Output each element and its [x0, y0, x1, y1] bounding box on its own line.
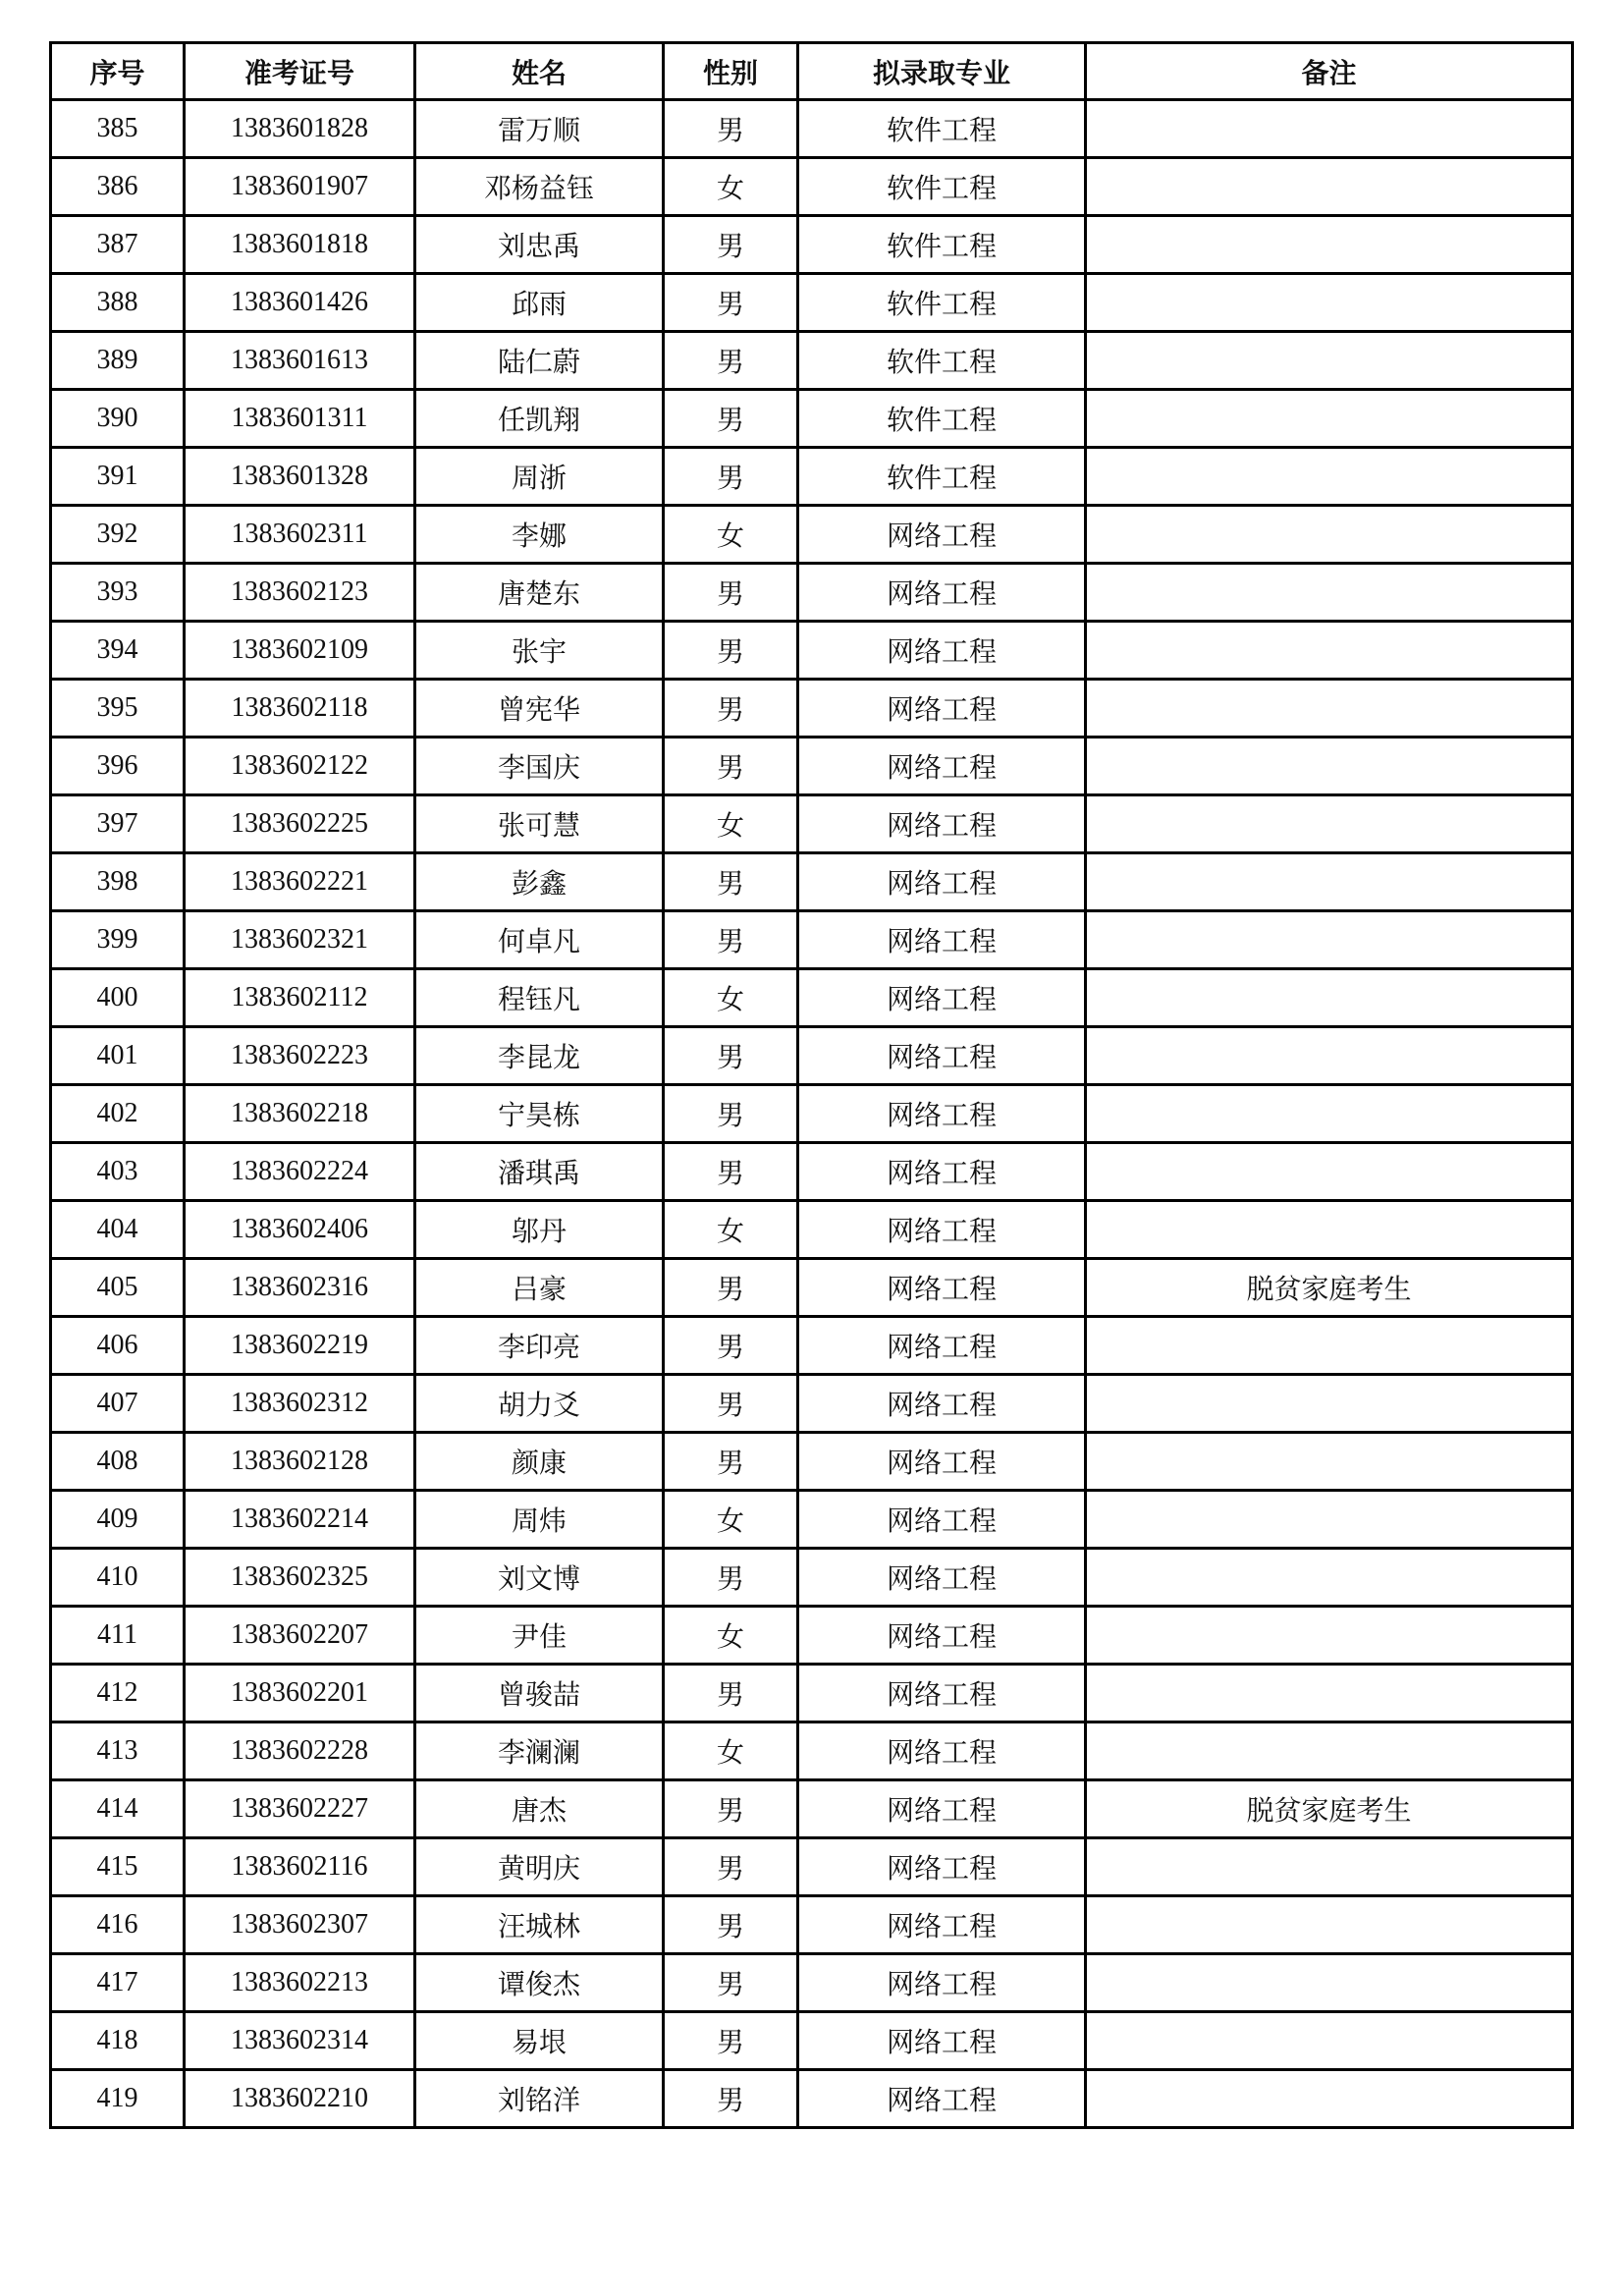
cell-major: 网络工程 [798, 969, 1086, 1027]
table-row [51, 1549, 1573, 1607]
header-remarks: 备注 [1086, 43, 1573, 100]
table-row [51, 274, 1573, 332]
cell-serial-number: 403 [51, 1143, 185, 1201]
cell-name: 曾宪华 [415, 680, 664, 738]
cell-serial-number: 413 [51, 1722, 185, 1780]
cell-exam-id: 1383602207 [185, 1607, 415, 1665]
cell-name: 刘忠禹 [415, 216, 664, 274]
cell-major: 网络工程 [798, 1722, 1086, 1780]
table-row [51, 1143, 1573, 1201]
cell-gender: 男 [664, 911, 798, 969]
cell-exam-id: 1383602118 [185, 680, 415, 738]
cell-remarks [1086, 795, 1573, 853]
table-row [51, 853, 1573, 911]
cell-gender: 男 [664, 1085, 798, 1143]
cell-gender: 男 [664, 100, 798, 158]
cell-exam-id: 1383602218 [185, 1085, 415, 1143]
cell-remarks [1086, 1896, 1573, 1954]
cell-serial-number: 414 [51, 1780, 185, 1838]
cell-gender: 男 [664, 564, 798, 622]
cell-major: 网络工程 [798, 680, 1086, 738]
cell-serial-number: 410 [51, 1549, 185, 1607]
cell-gender: 男 [664, 622, 798, 680]
cell-exam-id: 1383602316 [185, 1259, 415, 1317]
cell-gender: 男 [664, 1954, 798, 2012]
cell-remarks [1086, 1027, 1573, 1085]
cell-exam-id: 1383602221 [185, 853, 415, 911]
cell-remarks [1086, 1491, 1573, 1549]
cell-serial-number: 399 [51, 911, 185, 969]
cell-name: 刘铭洋 [415, 2070, 664, 2128]
cell-gender: 男 [664, 680, 798, 738]
cell-name: 雷万顺 [415, 100, 664, 158]
cell-major: 网络工程 [798, 1491, 1086, 1549]
cell-name: 张宇 [415, 622, 664, 680]
cell-major: 网络工程 [798, 2012, 1086, 2070]
cell-name: 潘琪禹 [415, 1143, 664, 1201]
cell-exam-id: 1383602321 [185, 911, 415, 969]
table-row [51, 506, 1573, 564]
table-row [51, 1317, 1573, 1375]
table-row [51, 1780, 1573, 1838]
cell-serial-number: 391 [51, 448, 185, 506]
table-row [51, 1722, 1573, 1780]
cell-serial-number: 416 [51, 1896, 185, 1954]
cell-serial-number: 407 [51, 1375, 185, 1433]
cell-exam-id: 1383601828 [185, 100, 415, 158]
cell-exam-id: 1383601311 [185, 390, 415, 448]
cell-major: 软件工程 [798, 332, 1086, 390]
cell-remarks [1086, 332, 1573, 390]
cell-name: 邓杨益钰 [415, 158, 664, 216]
cell-major: 软件工程 [798, 390, 1086, 448]
table-row [51, 795, 1573, 853]
cell-serial-number: 419 [51, 2070, 185, 2128]
cell-name: 邬丹 [415, 1201, 664, 1259]
cell-major: 网络工程 [798, 2070, 1086, 2128]
cell-exam-id: 1383602312 [185, 1375, 415, 1433]
cell-major: 软件工程 [798, 216, 1086, 274]
cell-serial-number: 387 [51, 216, 185, 274]
cell-gender: 男 [664, 1896, 798, 1954]
cell-gender: 男 [664, 1665, 798, 1722]
cell-name: 何卓凡 [415, 911, 664, 969]
cell-serial-number: 412 [51, 1665, 185, 1722]
cell-serial-number: 388 [51, 274, 185, 332]
cell-gender: 男 [664, 2012, 798, 2070]
cell-major: 网络工程 [798, 1433, 1086, 1491]
cell-exam-id: 1383602109 [185, 622, 415, 680]
cell-remarks [1086, 680, 1573, 738]
cell-gender: 男 [664, 1838, 798, 1896]
table-row [51, 680, 1573, 738]
cell-exam-id: 1383602122 [185, 738, 415, 795]
cell-name: 李昆龙 [415, 1027, 664, 1085]
cell-major: 网络工程 [798, 1085, 1086, 1143]
cell-major: 网络工程 [798, 1780, 1086, 1838]
cell-exam-id: 1383601328 [185, 448, 415, 506]
cell-serial-number: 402 [51, 1085, 185, 1143]
cell-remarks [1086, 2070, 1573, 2128]
table-row [51, 1665, 1573, 1722]
cell-major: 软件工程 [798, 448, 1086, 506]
cell-name: 程钰凡 [415, 969, 664, 1027]
cell-gender: 男 [664, 1780, 798, 1838]
cell-exam-id: 1383602325 [185, 1549, 415, 1607]
cell-serial-number: 406 [51, 1317, 185, 1375]
cell-exam-id: 1383602311 [185, 506, 415, 564]
cell-remarks [1086, 853, 1573, 911]
cell-major: 网络工程 [798, 1375, 1086, 1433]
cell-major: 网络工程 [798, 622, 1086, 680]
table-row [51, 1607, 1573, 1665]
cell-gender: 女 [664, 795, 798, 853]
cell-gender: 男 [664, 1317, 798, 1375]
table-row [51, 1259, 1573, 1317]
cell-serial-number: 385 [51, 100, 185, 158]
cell-serial-number: 411 [51, 1607, 185, 1665]
cell-serial-number: 401 [51, 1027, 185, 1085]
table-row [51, 1433, 1573, 1491]
cell-exam-id: 1383602128 [185, 1433, 415, 1491]
cell-name: 黄明庆 [415, 1838, 664, 1896]
cell-remarks [1086, 1665, 1573, 1722]
cell-remarks [1086, 622, 1573, 680]
cell-gender: 男 [664, 448, 798, 506]
table-row [51, 2012, 1573, 2070]
cell-remarks [1086, 1143, 1573, 1201]
cell-gender: 女 [664, 506, 798, 564]
cell-remarks [1086, 969, 1573, 1027]
cell-major: 软件工程 [798, 100, 1086, 158]
cell-exam-id: 1383602225 [185, 795, 415, 853]
cell-major: 网络工程 [798, 911, 1086, 969]
table-row [51, 1027, 1573, 1085]
cell-exam-id: 1383601907 [185, 158, 415, 216]
cell-exam-id: 1383602228 [185, 1722, 415, 1780]
cell-exam-id: 1383602112 [185, 969, 415, 1027]
cell-remarks [1086, 506, 1573, 564]
cell-serial-number: 397 [51, 795, 185, 853]
cell-major: 软件工程 [798, 274, 1086, 332]
cell-major: 网络工程 [798, 1665, 1086, 1722]
cell-remarks [1086, 390, 1573, 448]
table-row [51, 1954, 1573, 2012]
cell-major: 网络工程 [798, 1954, 1086, 2012]
cell-gender: 男 [664, 274, 798, 332]
cell-serial-number: 389 [51, 332, 185, 390]
cell-exam-id: 1383602219 [185, 1317, 415, 1375]
cell-remarks [1086, 1433, 1573, 1491]
table-row [51, 911, 1573, 969]
cell-name: 汪城林 [415, 1896, 664, 1954]
cell-major: 网络工程 [798, 1027, 1086, 1085]
cell-gender: 男 [664, 332, 798, 390]
cell-name: 陆仁蔚 [415, 332, 664, 390]
cell-name: 刘文博 [415, 1549, 664, 1607]
cell-serial-number: 386 [51, 158, 185, 216]
cell-remarks [1086, 1549, 1573, 1607]
cell-name: 胡力爻 [415, 1375, 664, 1433]
table-row [51, 564, 1573, 622]
cell-name: 颜康 [415, 1433, 664, 1491]
cell-serial-number: 396 [51, 738, 185, 795]
cell-remarks [1086, 274, 1573, 332]
header-gender: 性别 [664, 43, 798, 100]
cell-name: 张可慧 [415, 795, 664, 853]
cell-remarks: 脱贫家庭考生 [1086, 1780, 1573, 1838]
cell-remarks: 脱贫家庭考生 [1086, 1259, 1573, 1317]
cell-remarks [1086, 100, 1573, 158]
cell-serial-number: 405 [51, 1259, 185, 1317]
header-serial-number: 序号 [51, 43, 185, 100]
cell-serial-number: 392 [51, 506, 185, 564]
cell-major: 网络工程 [798, 1607, 1086, 1665]
cell-gender: 男 [664, 2070, 798, 2128]
cell-remarks [1086, 216, 1573, 274]
cell-major: 网络工程 [798, 1317, 1086, 1375]
table-row [51, 1896, 1573, 1954]
cell-remarks [1086, 1838, 1573, 1896]
table-row [51, 738, 1573, 795]
cell-exam-id: 1383602123 [185, 564, 415, 622]
cell-remarks [1086, 738, 1573, 795]
cell-exam-id: 1383602314 [185, 2012, 415, 2070]
header-exam-id: 准考证号 [185, 43, 415, 100]
cell-serial-number: 398 [51, 853, 185, 911]
cell-gender: 男 [664, 1143, 798, 1201]
cell-serial-number: 404 [51, 1201, 185, 1259]
cell-major: 网络工程 [798, 738, 1086, 795]
cell-gender: 男 [664, 738, 798, 795]
cell-gender: 男 [664, 1375, 798, 1433]
cell-gender: 女 [664, 1491, 798, 1549]
cell-name: 唐楚东 [415, 564, 664, 622]
cell-name: 彭鑫 [415, 853, 664, 911]
table-row [51, 622, 1573, 680]
admission-table [49, 41, 1574, 2129]
cell-exam-id: 1383602223 [185, 1027, 415, 1085]
cell-remarks [1086, 1317, 1573, 1375]
cell-exam-id: 1383602307 [185, 1896, 415, 1954]
cell-gender: 男 [664, 216, 798, 274]
cell-remarks [1086, 1201, 1573, 1259]
table-row [51, 1201, 1573, 1259]
cell-major: 网络工程 [798, 1201, 1086, 1259]
cell-major: 网络工程 [798, 564, 1086, 622]
cell-remarks [1086, 564, 1573, 622]
cell-serial-number: 393 [51, 564, 185, 622]
cell-serial-number: 395 [51, 680, 185, 738]
header-major: 拟录取专业 [798, 43, 1086, 100]
table-row [51, 448, 1573, 506]
cell-serial-number: 394 [51, 622, 185, 680]
table-row [51, 1838, 1573, 1896]
cell-name: 李国庆 [415, 738, 664, 795]
cell-remarks [1086, 911, 1573, 969]
cell-remarks [1086, 1607, 1573, 1665]
cell-major: 软件工程 [798, 158, 1086, 216]
table-row [51, 2070, 1573, 2128]
cell-exam-id: 1383601818 [185, 216, 415, 274]
cell-gender: 女 [664, 158, 798, 216]
cell-name: 曾骏喆 [415, 1665, 664, 1722]
cell-gender: 男 [664, 1259, 798, 1317]
cell-major: 网络工程 [798, 1143, 1086, 1201]
cell-exam-id: 1383602210 [185, 2070, 415, 2128]
cell-name: 谭俊杰 [415, 1954, 664, 2012]
cell-name: 任凯翔 [415, 390, 664, 448]
header-name: 姓名 [415, 43, 664, 100]
cell-name: 李澜澜 [415, 1722, 664, 1780]
cell-gender: 女 [664, 969, 798, 1027]
cell-major: 网络工程 [798, 1549, 1086, 1607]
cell-gender: 女 [664, 1201, 798, 1259]
cell-serial-number: 400 [51, 969, 185, 1027]
cell-serial-number: 408 [51, 1433, 185, 1491]
cell-exam-id: 1383602227 [185, 1780, 415, 1838]
cell-serial-number: 415 [51, 1838, 185, 1896]
cell-name: 周炜 [415, 1491, 664, 1549]
header-row [51, 43, 1573, 100]
table-row [51, 216, 1573, 274]
table-body [51, 100, 1573, 2128]
table-row [51, 100, 1573, 158]
cell-name: 邱雨 [415, 274, 664, 332]
cell-exam-id: 1383602406 [185, 1201, 415, 1259]
cell-major: 网络工程 [798, 795, 1086, 853]
cell-exam-id: 1383601613 [185, 332, 415, 390]
cell-remarks [1086, 1722, 1573, 1780]
cell-exam-id: 1383602201 [185, 1665, 415, 1722]
cell-major: 网络工程 [798, 1259, 1086, 1317]
cell-name: 李印亮 [415, 1317, 664, 1375]
cell-exam-id: 1383601426 [185, 274, 415, 332]
cell-major: 网络工程 [798, 853, 1086, 911]
table-header [51, 43, 1573, 100]
cell-name: 李娜 [415, 506, 664, 564]
cell-name: 周浙 [415, 448, 664, 506]
cell-serial-number: 390 [51, 390, 185, 448]
table-row [51, 332, 1573, 390]
cell-gender: 女 [664, 1607, 798, 1665]
table-row [51, 390, 1573, 448]
table-row [51, 1085, 1573, 1143]
cell-name: 唐杰 [415, 1780, 664, 1838]
cell-major: 网络工程 [798, 1896, 1086, 1954]
cell-exam-id: 1383602116 [185, 1838, 415, 1896]
cell-exam-id: 1383602213 [185, 1954, 415, 2012]
cell-gender: 男 [664, 853, 798, 911]
cell-name: 易垠 [415, 2012, 664, 2070]
table-row [51, 969, 1573, 1027]
cell-major: 网络工程 [798, 1838, 1086, 1896]
cell-name: 尹佳 [415, 1607, 664, 1665]
cell-remarks [1086, 2012, 1573, 2070]
cell-serial-number: 418 [51, 2012, 185, 2070]
cell-gender: 女 [664, 1722, 798, 1780]
table-row [51, 158, 1573, 216]
cell-gender: 男 [664, 390, 798, 448]
cell-remarks [1086, 1085, 1573, 1143]
cell-major: 网络工程 [798, 506, 1086, 564]
cell-name: 吕豪 [415, 1259, 664, 1317]
cell-gender: 男 [664, 1549, 798, 1607]
cell-exam-id: 1383602224 [185, 1143, 415, 1201]
cell-remarks [1086, 448, 1573, 506]
cell-remarks [1086, 158, 1573, 216]
table-row [51, 1491, 1573, 1549]
cell-name: 宁昊栋 [415, 1085, 664, 1143]
cell-remarks [1086, 1954, 1573, 2012]
cell-serial-number: 417 [51, 1954, 185, 2012]
cell-serial-number: 409 [51, 1491, 185, 1549]
cell-gender: 男 [664, 1027, 798, 1085]
table-row [51, 1375, 1573, 1433]
cell-gender: 男 [664, 1433, 798, 1491]
admission-list-page [49, 41, 1574, 2129]
cell-exam-id: 1383602214 [185, 1491, 415, 1549]
cell-remarks [1086, 1375, 1573, 1433]
